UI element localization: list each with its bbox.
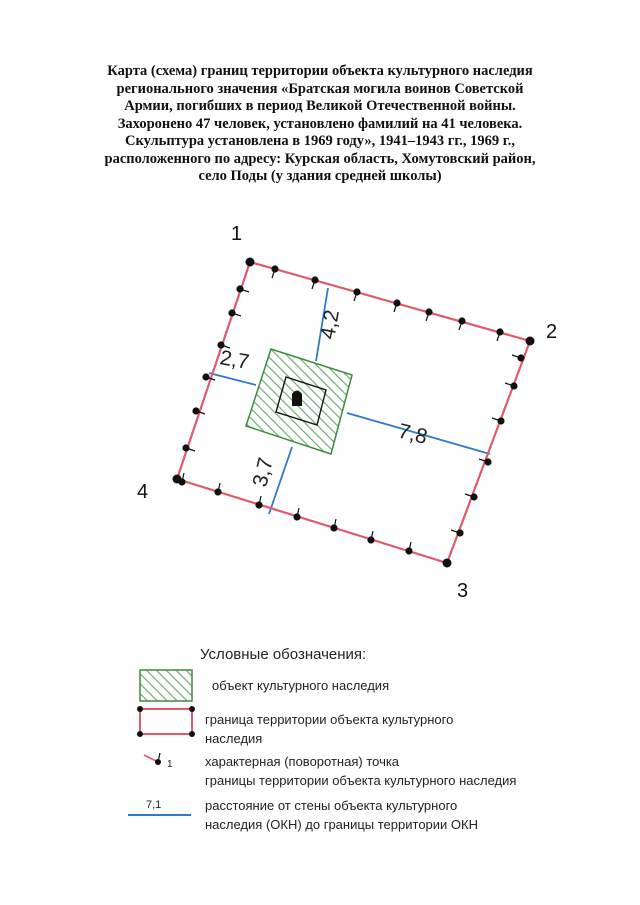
- title-line: Карта (схема) границ территории объекта культурного наследия: [107, 63, 533, 79]
- turning-point: [426, 309, 432, 321]
- turning-point: [237, 286, 249, 292]
- turning-point: [256, 496, 262, 508]
- legend-heritage-label: [212, 676, 389, 695]
- corner-label-4: 4: [137, 481, 149, 503]
- turning-point: [312, 277, 318, 289]
- distance-line-left: [209, 373, 256, 385]
- turning-point: [459, 318, 465, 330]
- turning-point: [331, 519, 337, 531]
- legend-line: объект культурного наследия: [212, 678, 390, 693]
- corner-label-3: 3: [457, 580, 469, 602]
- turning-point: [406, 542, 412, 554]
- turning-point: [215, 483, 221, 495]
- legend-distance-label: [205, 796, 478, 834]
- turning-point: [394, 300, 400, 312]
- turning-point: [272, 266, 278, 278]
- legend-distance-sample-label: 7,1: [146, 799, 162, 811]
- legend-line: границы территории объекта культурного наследия: [205, 773, 517, 788]
- title-line: Скульптура установлена в 1969 году», 1941–1943 гг., 1969 г.,: [125, 133, 515, 149]
- distance-label-right: 7,8: [395, 419, 430, 449]
- legend-line: наследия: [205, 731, 263, 746]
- legend-line: граница территории объекта культурного: [205, 712, 454, 727]
- turning-point: [229, 310, 241, 316]
- turning-point: [354, 289, 360, 301]
- turning-point: [512, 355, 524, 361]
- title-line: регионального значения «Братская могила воинов Советской: [116, 80, 524, 97]
- legend-line: наследия (ОКН) до границы территории ОКН: [205, 817, 478, 832]
- legend-line: характерная (поворотная) точка: [205, 754, 400, 769]
- turning-point: [497, 329, 503, 341]
- monument-icon: [292, 391, 302, 407]
- distance-label-bottom: 3,7: [248, 455, 278, 490]
- legend-boundary-label: [205, 710, 453, 748]
- turning-point: [492, 418, 504, 424]
- distance-label-top: 4,2: [316, 308, 344, 341]
- title-line: село Поды (у здания средней школы): [198, 168, 442, 184]
- legend-line: расстояние от стены объекта культурного: [205, 798, 458, 813]
- territory-boundary: [177, 262, 530, 563]
- corner-label-1: 1: [231, 223, 243, 245]
- turning-points: [173, 258, 534, 567]
- legend-turning-point-label: [205, 752, 516, 790]
- turning-point: [368, 531, 374, 543]
- title-line: расположенного по адресу: Курская область, Хомутовский район,: [104, 150, 536, 167]
- turning-point-1: [246, 258, 254, 266]
- title-line: Армии, погибших в период Великой Отечественной войны.: [124, 98, 516, 114]
- legend-heritage-symbol: [140, 670, 192, 701]
- turning-point-2: [526, 337, 534, 345]
- legend-boundary-symbol: [137, 706, 195, 737]
- turning-point: [505, 383, 517, 389]
- turning-point-3: [443, 559, 451, 567]
- legend-heading: Условные обозначения:: [200, 646, 367, 663]
- legend-turning-point-sample-label: 1: [167, 759, 173, 770]
- distance-label-left: 2,7: [218, 346, 251, 374]
- corner-label-2: 2: [546, 321, 558, 343]
- legend-turning-point-symbol: [144, 753, 161, 765]
- title-line: Захоронено 47 человек, установлено фамилий на 41 человека.: [117, 115, 523, 132]
- turning-point: [294, 508, 300, 520]
